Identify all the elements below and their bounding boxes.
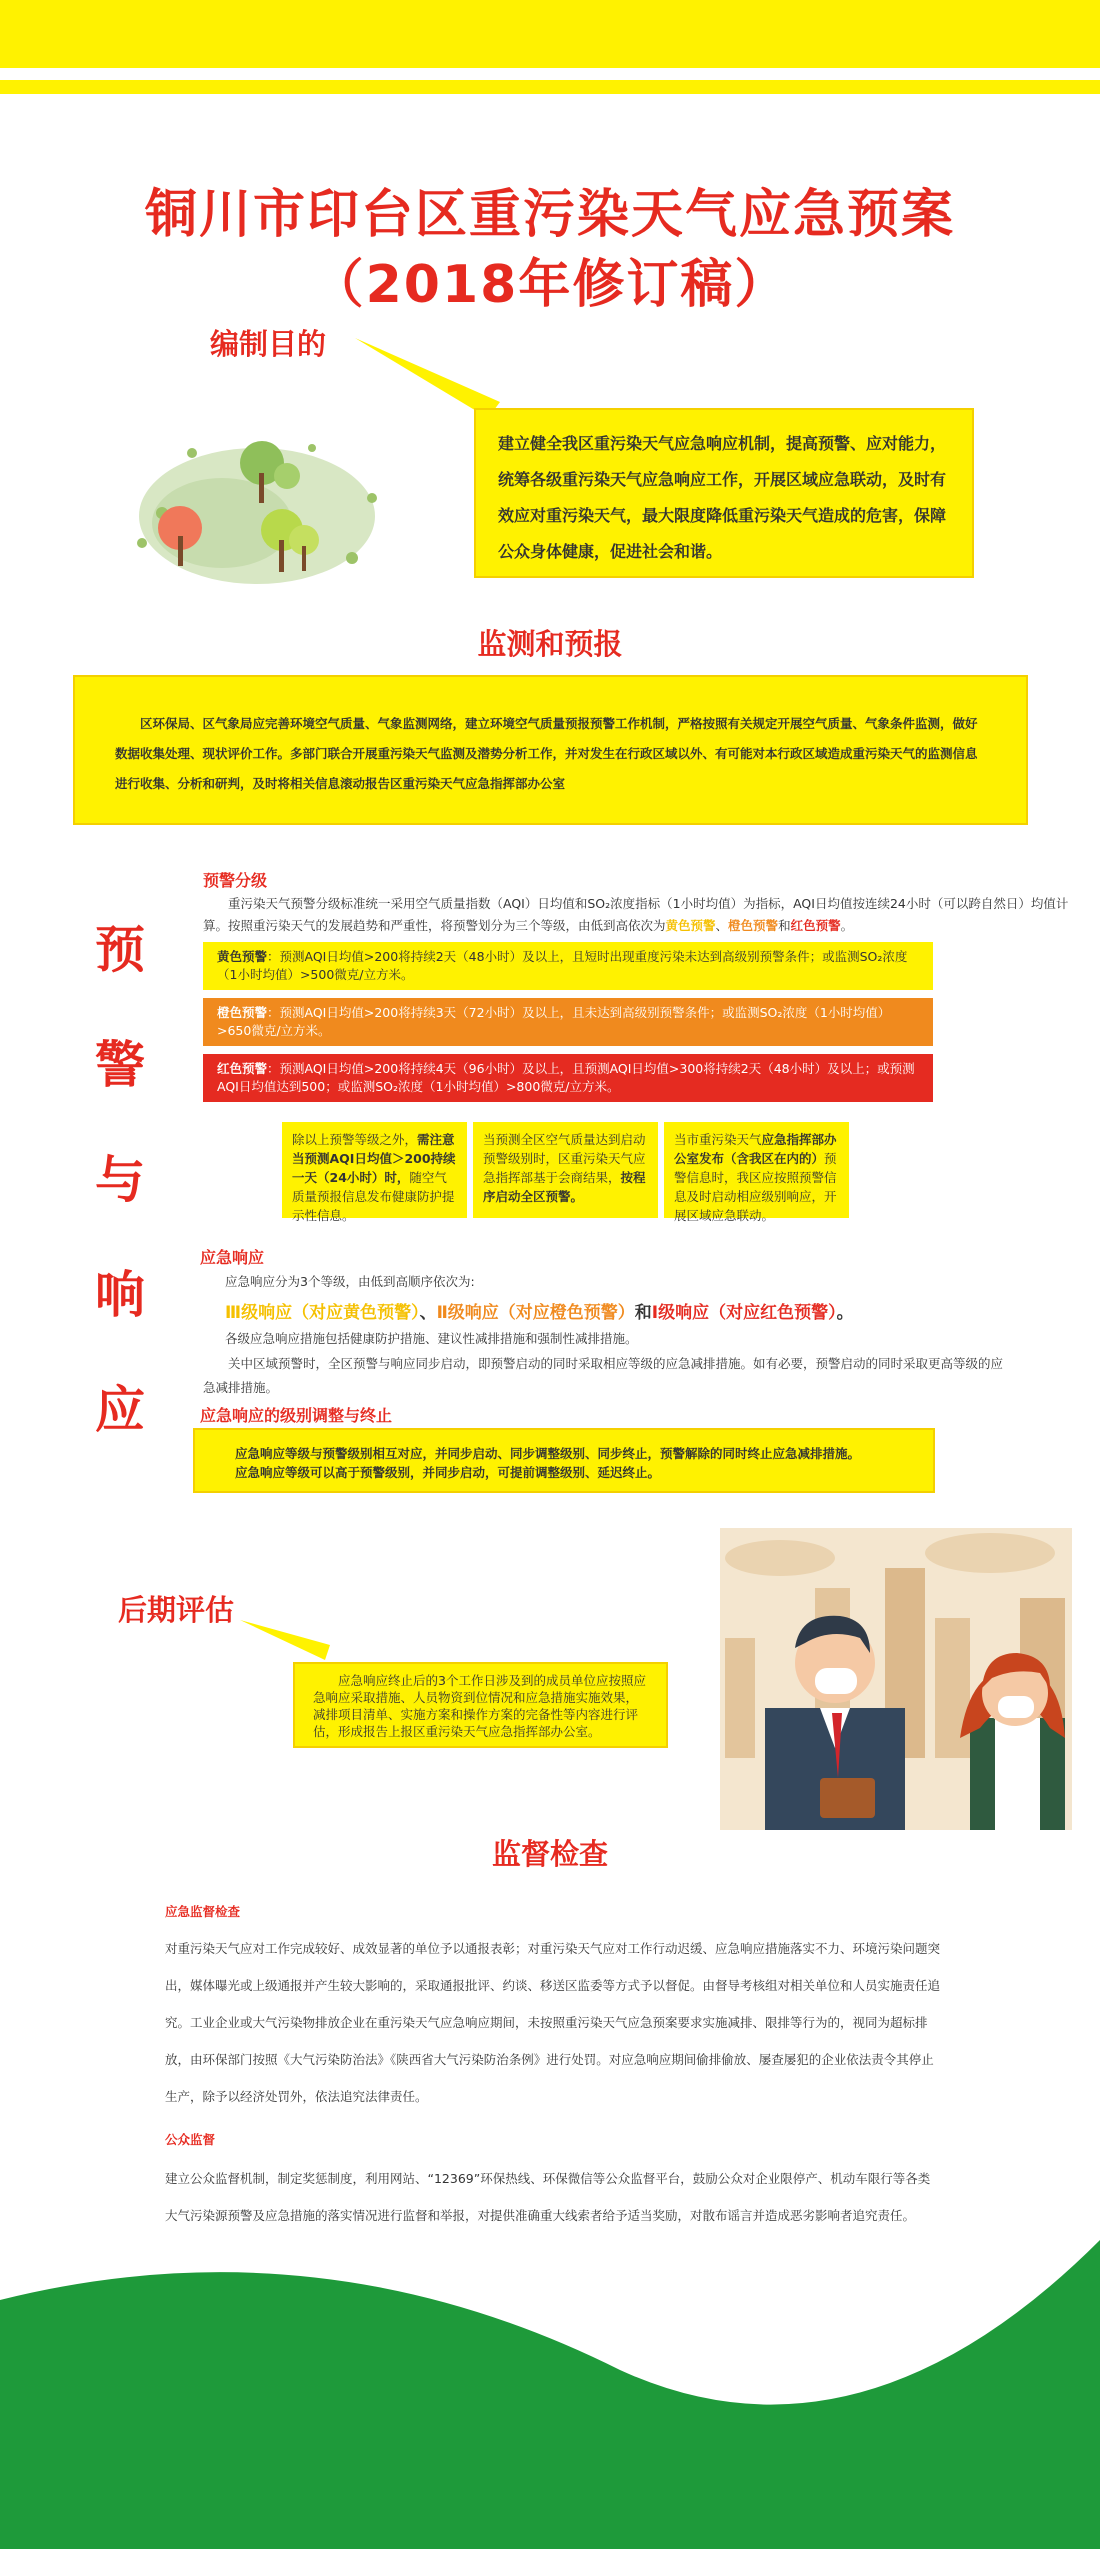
note-2-b: 按程序启动全区预警。 [483,1170,646,1204]
note-1-b: 需注意当预测AQI日均值＞200持续一天（24小时）时， [292,1132,456,1185]
adjust-heading: 应急响应的级别调整与终止 [200,1406,393,1425]
note-3-b: 应急指挥部办公室发布（含我区在内的） [674,1132,837,1166]
purpose-heading: 编制目的 [210,327,327,361]
note-2-a: 当预测全区空气质量达到启动预警级别时，区重污染天气应急指挥部基于会商结果， [483,1132,646,1185]
yellow-warning-label: 黄色预警 [217,949,268,964]
note-box-3 [664,1122,849,1223]
page-title: 铜川市印台区重污染天气应急预案 [144,185,955,245]
side-char-5: 应 [95,1381,145,1439]
purpose-box [474,408,974,578]
response-heading: 应急响应 [200,1248,265,1267]
side-char-1: 预 [95,921,145,979]
note-3-c: 预警信息时，我区应按照预警信息及时启动相应级别响应，开展区域应急联动。 [674,1151,837,1223]
green-wave-decoration [0,2180,1100,2549]
note-3-a: 当市重污染天气 [674,1132,762,1147]
intro-orange: 橙色预警 [728,918,779,933]
warning-levels-heading: 预警分级 [203,871,268,890]
side-char-2: 警 [95,1036,145,1094]
intro-sep: 和 [778,918,791,933]
intro-yellow: 黄色预警 [665,918,716,933]
orange-warning-text: ：预测AQI日均值>200将持续3天（72小时）及以上，且未达到高级别预警条件；或监测SO₂浓度（1小时均值）>650微克/立方米。 [217,1005,891,1038]
response-line-3: 各级应急响应措施包括健康防护措施、建议性减排措施和强制性减排措施。 [225,1331,638,1346]
intro-text: 重污染天气预警分级标准统一采用空气质量指数（AQI）日均值和SO₂浓度指标（1小时均值）为指标，AQI日均值按连续24小时（可以跨自然日）均值计算。按照重污染天气的发展趋势和严重性，将预警划分为三个等级，由低到高依次为 [203,896,1069,933]
response-line-1: 应急响应分为3个等级，由低到高顺序依次为: [225,1274,475,1289]
side-char-3: 与 [95,1151,145,1209]
monitoring-text: 区环保局、区气象局应完善环境空气质量、气象监测网络，建立环境空气质量预报预警工作机制，严格按照有关规定开展空气质量、气象条件监测，做好数据收集处理、现状评价工作。多部门联合开展重污染天气监测及潜势分析工作，并对发生在行政区域以外、有可能对本行政区域造成重污染天气的监测信息进行收集、分析和研判，及时将相关信息滚动报告区重污染天气应急指挥部办公室 [115,716,978,791]
note-1-a: 除以上预警等级之外， [292,1132,418,1147]
response-sep: 、 [419,1303,437,1323]
monitoring-heading: 监测和预报 [477,627,623,661]
page-subtitle: （2018年修订稿） [311,255,789,315]
note-box-2 [473,1122,658,1218]
response-levels-line [225,1298,854,1323]
response-end: 。 [836,1303,854,1323]
intro-sep: 、 [715,918,729,933]
evaluation-box [293,1662,668,1748]
supervision-para-1: 对重污染天气应对工作完成较好、成效显著的单位予以通报表彰；对重污染天气应对工作行动迟缓、应急响应措施落实不力、环境污染问题突出，媒体曝光或上级通报并产生较大影响的，采取通报批评、约谈、移送区监委等方式予以督促。由督导考核组对相关单位和人员实施责任追究。工业企业或大气污染物排放企业在重污染天气应急响应期间，未按照重污染天气应急预案要求实施减排、限排等行为的，视同为超标排放，由环保部门按照《大气污染防治法》《陕西省大气污染防治条例》进行处罚。对应急响应期间偷排偷放、屡查屡犯的企业依法责令其停止生产，除予以经济处罚外，依法追究法律责任。 [165,1941,941,2104]
supervision-sub-2: 公众监督 [165,2132,216,2147]
yellow-warning-text: ：预测AQI日均值>200将持续2天（48小时）及以上，且短时出现重度污染未达到高级别预警条件；或监测SO₂浓度（1小时均值）>500微克/立方米。 [217,949,908,982]
trees-illustration-icon [112,418,402,593]
response-level-3: Ⅲ级响应（对应黄色预警） [225,1303,420,1323]
evaluation-heading: 后期评估 [118,1593,235,1627]
red-warning-text: ：预测AQI日均值>200将持续4天（96小时）及以上，且预测AQI日均值>300将持续2天（48小时）及以上；或预测AQI日均值达到500；或监测SO₂浓度（1小时均值）>800微克/立方米。 [217,1061,915,1094]
intro-red: 红色预警 [790,918,841,933]
orange-warning-box [203,998,933,1046]
top-yellow-band [0,0,1100,68]
supervision-para-2: 建立公众监督机制，制定奖惩制度，利用网站、“12369”环保热线、环保微信等公众监督平台，鼓励公众对企业限停产、机动车限行等各类大气污染源预警及应急措施的落实情况进行监督和举报，对提供准确重大线索者给予适当奖励，对散布谣言并造成恶劣影响者追究责任。 [165,2171,931,2223]
response-level-1: Ⅰ级响应（对应红色预警） [651,1303,837,1323]
speech-pointer-icon [350,330,510,420]
side-char-4: 响 [95,1266,145,1324]
supervision-heading: 监督检查 [491,1837,608,1871]
top-yellow-stripe [0,80,1100,94]
adjust-line-2: 应急响应等级可以高于预警级别，并同步启动，可提前调整级别、延迟终止。 [235,1465,661,1480]
response-sep: 和 [634,1303,652,1323]
monitoring-box [73,675,1028,825]
speech-pointer-icon [235,1615,335,1665]
orange-warning-label: 橙色预警 [217,1005,268,1020]
warning-levels-intro [203,893,1078,937]
yellow-warning-box [203,942,933,990]
red-warning-label: 红色预警 [217,1061,268,1076]
intro-end: 。 [840,918,854,933]
note-1-c: 随空气质量预报信息发布健康防护提示性信息。 [292,1170,455,1223]
note-box-1 [282,1122,467,1223]
purpose-text: 建立健全我区重污染天气应急响应机制，提高预警、应对能力，统筹各级重污染天气应急响应工作，开展区域应急联动，及时有效应对重污染天气，最大限度降低重污染天气造成的危害，保障公众身体健康，促进社会和谐。 [498,434,947,561]
evaluation-text: 应急响应终止后的3个工作日涉及到的成员单位应按照应急响应采取措施、人员物资到位情况和应急措施实施效果，减排项目清单、实施方案和操作方案的完备性等内容进行评估，形成报告上报区重污染天气应急指挥部办公室。 [313,1673,646,1739]
smog-people-illustration-icon [720,1528,1072,1830]
red-warning-box [203,1054,933,1102]
adjust-box [193,1428,935,1493]
response-line-4: 关中区域预警时，全区预警与响应同步启动，即预警启动的同时采取相应等级的应急减排措施。如有必要，预警启动的同时采取更高等级的应急减排措施。 [203,1356,1004,1395]
supervision-sub-1: 应急监督检查 [165,1904,241,1919]
response-level-2: Ⅱ级响应（对应橙色预警） [436,1303,635,1323]
adjust-line-1: 应急响应等级与预警级别相互对应，并同步启动、同步调整级别、同步终止，预警解除的同时终止应急减排措施。 [235,1446,861,1461]
